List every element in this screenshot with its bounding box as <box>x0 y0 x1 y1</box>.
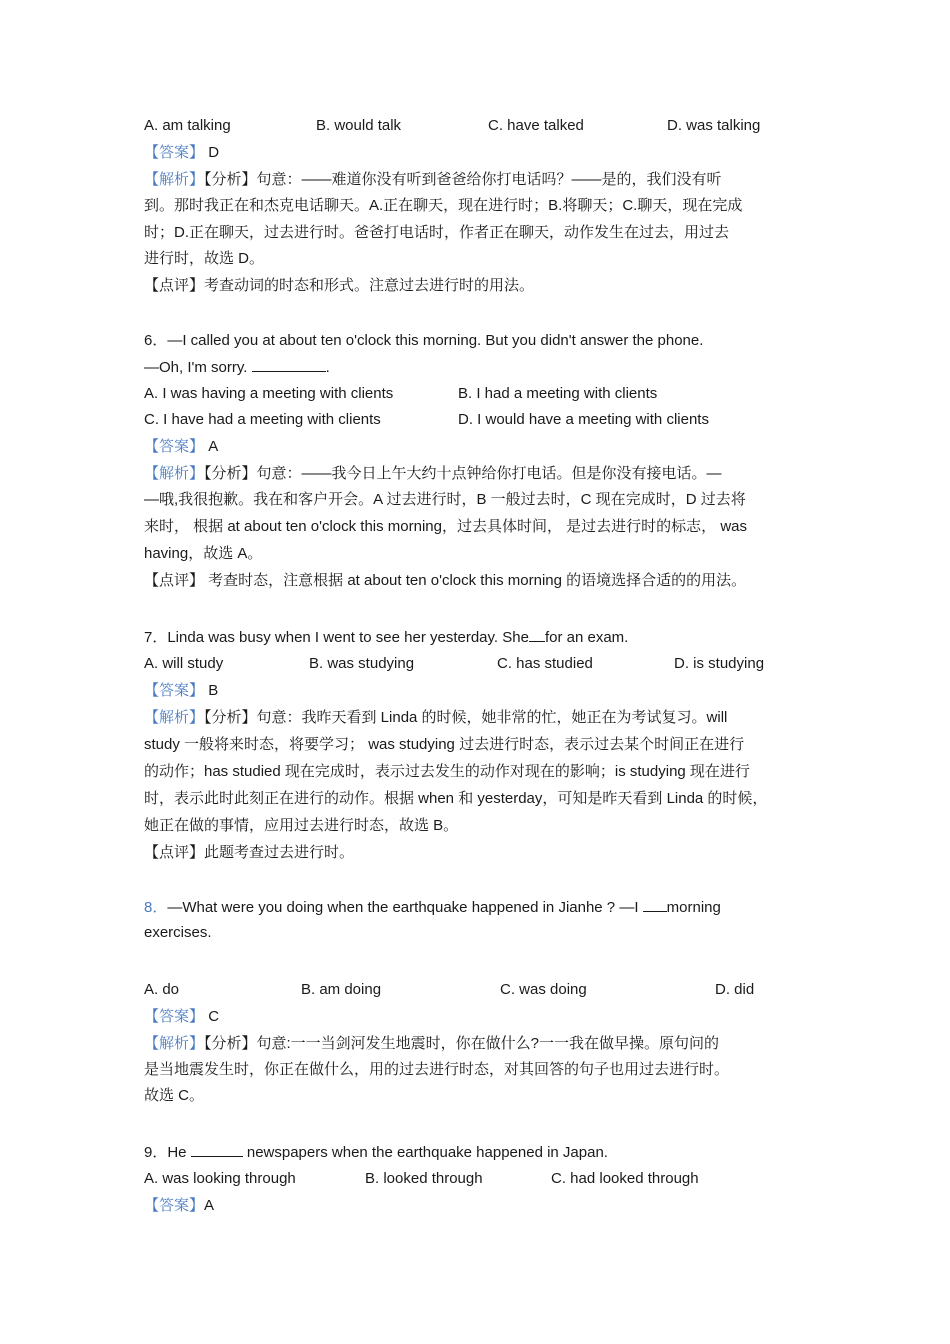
q8-analysis-line-2: 是当地震发生时，你正在做什么，用的过去进行时态，对其回答的句子也用过去进行时。 <box>144 1061 730 1078</box>
answer-blank <box>529 627 545 642</box>
analysis-text: 【分析】句意：——难道你没有听到爸爸给你打电话吗？——是的，我们没有听 <box>204 171 722 188</box>
analysis-text: 【分析】句意：我昨天看到 Linda 的时候，她非常的忙，她正在为考试复习。will <box>204 709 728 726</box>
answer-value: A <box>208 438 219 455</box>
q7-answer <box>144 681 218 701</box>
question-text: —Oh, I'm sorry. <box>144 359 252 376</box>
answer-value: C <box>208 1008 220 1025</box>
q9-option-c: C. had looked through <box>551 1170 699 1187</box>
question-text: Linda was busy when I went to see her yesterday. She <box>167 629 529 646</box>
q5-option-a: A. am talking <box>144 117 231 134</box>
question-text: for an exam. <box>544 629 629 646</box>
analysis-text: 【分析】句意:一一当剑河发生地震时，你在做什么?一一我在做早操。原句问的 <box>204 1035 720 1052</box>
q7-analysis-line-4: 时，表示此时此刻正在进行的动作。根据 when 和 yesterday，可知是昨天看到 Linda 的时候， <box>144 790 768 807</box>
q6-stem-line-2 <box>144 357 330 378</box>
question-text: He <box>167 1144 191 1161</box>
q6-stem-line-1 <box>144 331 703 351</box>
answer-value: A <box>204 1197 215 1214</box>
question-text: . <box>325 359 330 376</box>
q5-option-b: B. would talk <box>316 117 402 134</box>
q5-analysis-line-2: 到。那时我正在和杰克电话聊天。A.正在聊天，现在进行时；B.将聊天；C.聊天，现在完成 <box>144 197 743 214</box>
question-text: morning <box>666 899 721 916</box>
q8-analysis-line-1 <box>144 1034 719 1054</box>
q5-option-d: D. was talking <box>667 117 761 134</box>
question-number: 8． <box>144 899 168 916</box>
q7-analysis-line-5: 她正在做的事情，应用过去进行时态，故选 B。 <box>144 817 459 834</box>
answer-value: B <box>208 682 219 699</box>
q6-option-b: B. I had a meeting with clients <box>458 385 658 402</box>
question-number: 6． <box>144 332 168 349</box>
answer-blank <box>252 357 326 372</box>
question-number: 9． <box>144 1144 168 1161</box>
q8-option-b: B. am doing <box>301 981 382 998</box>
analysis-tag: 【解析】 <box>144 709 205 726</box>
answer-tag: 【答案】 <box>144 1197 205 1214</box>
q6-option-c: C. I have had a meeting with clients <box>144 411 381 428</box>
q7-stem <box>144 627 628 648</box>
q9-answer <box>144 1196 214 1216</box>
q8-option-d: D. did <box>715 981 755 998</box>
q9-option-a: A. was looking through <box>144 1170 296 1187</box>
answer-tag: 【答案】 <box>144 438 205 455</box>
q8-answer <box>144 1007 219 1027</box>
answer-blank <box>191 1142 243 1157</box>
q8-stem-line-2: exercises. <box>144 924 212 941</box>
q8-option-a: A. do <box>144 981 180 998</box>
answer-blank <box>643 897 667 912</box>
q5-analysis-line-4: 进行时，故选 D。 <box>144 250 265 267</box>
q6-option-a: A. I was having a meeting with clients <box>144 385 394 402</box>
q5-analysis-line-3: 时；D.正在聊天，过去进行时。爸爸打电话时，作者正在聊天，动作发生在过去，用过去 <box>144 224 730 241</box>
question-text: —What were you doing when the earthquake happened in Jianhe ? —I <box>167 899 643 916</box>
q6-answer <box>144 437 218 457</box>
answer-tag: 【答案】 <box>144 682 205 699</box>
analysis-tag: 【解析】 <box>144 171 205 188</box>
q5-analysis-line-1 <box>144 170 722 190</box>
q8-stem-line-1 <box>144 897 721 918</box>
q6-analysis-line-2: —哦,我很抱歉。我在和客户开会。A 过去进行时，B 一般过去时，C 现在完成时，D 过去将 <box>144 491 746 508</box>
q9-stem <box>144 1142 608 1163</box>
question-number: 7． <box>144 629 168 646</box>
q7-comment: 【点评】此题考查过去进行时。 <box>144 844 355 861</box>
analysis-text: 【分析】句意：——我今日上午大约十点钟给你打电话。但是你没有接电话。— <box>204 465 722 482</box>
answer-tag: 【答案】 <box>144 1008 205 1025</box>
answer-tag: 【答案】 <box>144 144 205 161</box>
q7-analysis-line-3: 的动作；has studied 现在完成时，表示过去发生的动作对现在的影响；is studying 现在进行 <box>144 763 750 780</box>
q8-option-c: C. was doing <box>500 981 587 998</box>
q5-answer <box>144 143 219 163</box>
q6-option-d: D. I would have a meeting with clients <box>458 411 709 428</box>
q7-option-b: B. was studying <box>309 655 415 672</box>
q7-option-d: D. is studying <box>674 655 765 672</box>
q6-analysis-line-4: having，故选 A。 <box>144 545 263 562</box>
q8-analysis-line-3: 故选 C。 <box>144 1087 205 1104</box>
q7-analysis-line-2: study 一般将来时态，将要学习； was studying 过去进行时态，表示过去某个时间正在进行 <box>144 736 745 753</box>
answer-value: D <box>208 144 220 161</box>
q6-analysis-line-3: 来时， 根据 at about ten o'clock this morning，过去具体时间， 是过去进行时的标志， was <box>144 518 747 535</box>
analysis-tag: 【解析】 <box>144 1035 205 1052</box>
question-text: newspapers when the earthquake happened in Japan. <box>242 1144 608 1161</box>
q7-analysis-line-1 <box>144 708 727 728</box>
q7-option-a: A. will study <box>144 655 224 672</box>
q9-option-b: B. looked through <box>365 1170 483 1187</box>
question-text: —I called you at about ten o'clock this morning. But you didn't answer the phone. <box>167 332 704 349</box>
q6-comment: 【点评】 考查时态，注意根据 at about ten o'clock this morning 的语境选择合适的的用法。 <box>144 572 747 589</box>
q5-comment: 【点评】考查动词的时态和形式。注意过去进行时的用法。 <box>144 277 535 294</box>
q5-option-c: C. have talked <box>488 117 584 134</box>
q6-analysis-line-1 <box>144 464 722 484</box>
analysis-tag: 【解析】 <box>144 465 205 482</box>
q7-option-c: C. has studied <box>497 655 593 672</box>
